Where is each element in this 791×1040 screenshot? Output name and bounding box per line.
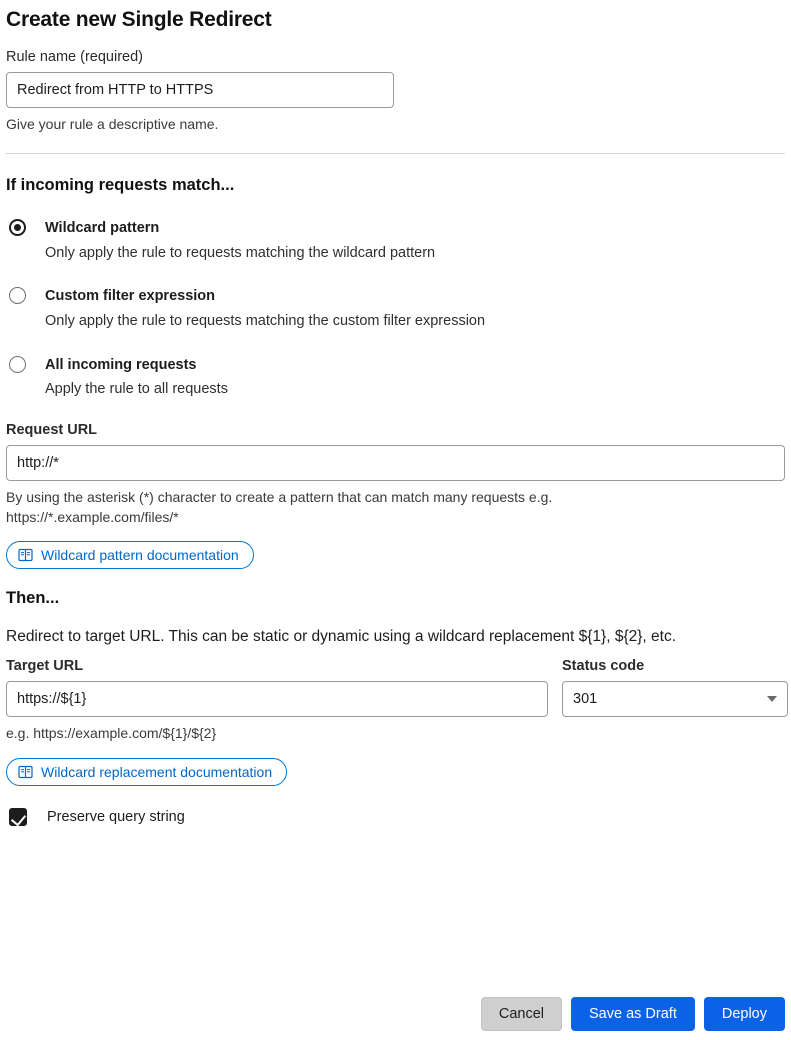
rule-name-label: Rule name (required) [6,49,144,65]
preserve-query-string-row[interactable] [6,808,785,826]
status-code-value: 301 [573,691,598,708]
target-url-helper: e.g. https://example.com/${1}/${2} [6,725,217,742]
page-title: Create new Single Redirect [6,8,272,31]
book-icon [18,765,33,779]
request-url-label: Request URL [6,421,98,438]
request-url-helper: By using the asterisk (*) character to create a pattern that can match many requests e.g. https://*.example.com/files/* [6,488,553,526]
wildcard-replacement-documentation-link[interactable] [6,758,287,786]
then-section-paragraph: Redirect to target URL. This can be static or dynamic using a wildcard replacement ${1}, ${2}, etc. [6,628,677,646]
wildcard-pattern-documentation-link[interactable] [6,541,254,569]
save-as-draft-button[interactable]: Save as Draft [571,997,695,1031]
radio-indicator-icon [9,219,26,236]
single-redirect-form [0,8,791,1040]
radio-description: Only apply the rule to requests matching the wildcard pattern [45,244,436,261]
rule-name-input[interactable] [6,72,394,108]
target-url-label: Target URL [6,658,84,675]
radio-description: Apply the rule to all requests [45,381,228,398]
preserve-query-string-label: Preserve query string [47,808,185,825]
then-section-heading: Then... [6,589,60,608]
target-url-input[interactable] [6,681,548,717]
radio-indicator-icon [9,287,26,304]
footer-actions [481,997,785,1031]
rule-name-helper: Give your rule a descriptive name. [6,116,219,132]
radio-indicator-icon [9,356,26,373]
book-icon [18,548,33,562]
radio-option-custom-filter-expression[interactable] [6,285,785,331]
cancel-button[interactable]: Cancel [481,997,562,1031]
request-url-input[interactable] [6,445,785,481]
radio-option-all-incoming-requests[interactable] [6,354,785,400]
checkmark-icon [9,808,27,826]
doc-link-label: Wildcard pattern documentation [41,547,239,564]
radio-title: Wildcard pattern [45,220,160,237]
match-options-group [6,217,785,399]
radio-description: Only apply the rule to requests matching the custom filter expression [45,313,486,330]
radio-title: All incoming requests [45,356,197,373]
radio-title: Custom filter expression [45,288,216,305]
section-divider [6,153,785,154]
status-code-label: Status code [562,658,645,675]
match-section-heading: If incoming requests match... [6,176,235,195]
status-code-select[interactable] [562,681,788,717]
deploy-button[interactable]: Deploy [704,997,785,1031]
radio-option-wildcard-pattern[interactable] [6,217,785,263]
doc-link-label: Wildcard replacement documentation [41,763,273,780]
